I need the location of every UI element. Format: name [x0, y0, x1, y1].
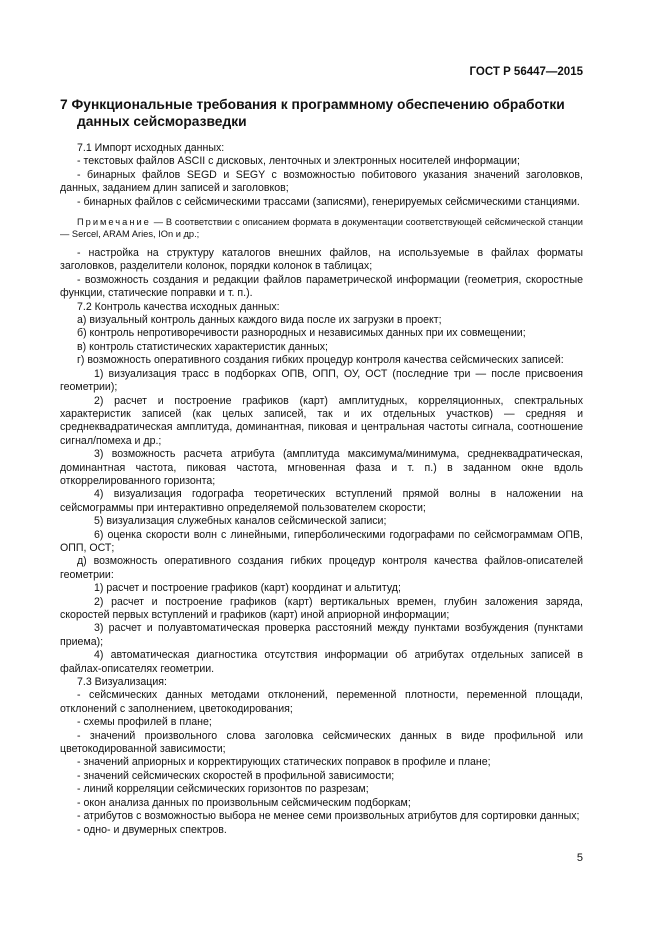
paragraph: б) контроль непротиворечивости разнородных и независимых данных при их совмещении;	[77, 327, 526, 340]
paragraph: - возможность создания и редакции файлов параметрической информации (геометрия, скоростные функции, статические поправки и т. п.).	[60, 273, 583, 300]
paragraph: - атрибутов с возможностью выбора не менее семи произвольных атрибутов для сортировки данных;	[77, 810, 580, 823]
page-number: 5	[576, 852, 583, 864]
paragraph: д) возможность оперативного создания гибких процедур контроля качества файлов-описателей геометрии:	[60, 555, 583, 581]
paragraph: - схемы профилей в плане;	[77, 716, 212, 729]
paragraph: - бинарных файлов с сейсмическими трассами (записями), генерируемых сейсмическими станциями.	[77, 195, 580, 208]
paragraph: а) визуальный контроль данных каждого вида после их загрузки в проект;	[77, 314, 442, 327]
paragraph: 7.3 Визуализация:	[77, 676, 167, 689]
paragraph: - окон анализа данных по произвольным сейсмическим подборкам;	[77, 796, 411, 809]
paragraph: 5) визуализация служебных каналов сейсмической записи;	[94, 515, 387, 528]
document-header-code: ГОСТ Р 56447—2015	[469, 66, 583, 78]
paragraph: 7.1 Импорт исходных данных:	[77, 142, 225, 154]
page-content	[60, 96, 583, 837]
paragraph: 2) расчет и построение графиков (карт) вертикальных времен, глубин заложения заряда, скоростей первых вступлений и графиков (карт) иной априорной информации;	[60, 595, 583, 621]
paragraph: - настройка на структуру каталогов внешних файлов, на используемые в файлах форматы заголовков, разделители колонок, порядки колонок в таблицах;	[60, 247, 583, 273]
paragraph: - значений произвольного слова заголовка сейсмических данных в виде профильной или цветокодированной зависимости;	[60, 729, 583, 756]
paragraph: 3) расчет и полуавтоматическая проверка расстояний между пунктами возбуждения (пунктами приема);	[60, 622, 583, 648]
paragraph: 7.2 Контроль качества исходных данных:	[77, 300, 280, 313]
paragraph: - линий корреляции сейсмических горизонтов по разрезам;	[77, 783, 369, 796]
note-label: Примечание	[77, 217, 151, 228]
paragraph: г) возможность оперативного создания гибких процедур контроля качества сейсмических записей:	[77, 354, 564, 367]
paragraph: 3) возможность расчета атрибута (амплитуда максимума/минимума, среднеквадратическая, доминантная частота, пиковая частота, мгновенная фаза и т. п.) в заданном окне вдоль откоррелированного горизонта;	[60, 448, 583, 487]
paragraph: - значений априорных и корректирующих статических поправок в профиле и плане;	[77, 756, 491, 769]
paragraph-list	[60, 247, 583, 837]
paragraph: 2) расчет и построение графиков (карт) амплитудных, корреляционных, спектральных характеристик записей (как целых записей, так и их отдельных участков) — средняя и среднеквадратическая амплитуда, доминантная, пиковая и центральная частоты сигнала, соотношение сигнал/помеха и др.;	[60, 394, 583, 447]
paragraph: 6) оценка скорости волн с линейными, гиперболическими годографами по сейсмограммам ОПВ, ОПП, ОСТ;	[60, 528, 583, 554]
note-text: — В соответствии с описанием формата в документации соответствующей сейсмической станции — Sercel, ARAM Aries, IOn и др.;	[60, 217, 583, 240]
paragraph: - текстовых файлов ASCII с дисковых, ленточных и электронных носителей информации;	[77, 155, 520, 168]
paragraph: 4) автоматическая диагностика отсутствия информации об атрибутах отдельных записей в файлах-описателях геометрии.	[60, 649, 583, 675]
paragraph: 1) визуализация трасс в подборках ОПВ, ОПП, ОУ, ОСТ (последние три — после присвоения геометрии);	[60, 367, 583, 394]
paragraph: 4) визуализация годографа теоретических вступлений прямой волны в наложении на сейсмограммы при интерактивно определяемой пользователем скорости;	[60, 488, 583, 514]
paragraph: - сейсмических данных методами отклонений, переменной плотности, переменной площади, отклонений с заполнением, цветокодирования;	[60, 689, 583, 715]
paragraph: - одно- и двумерных спектров.	[77, 823, 227, 836]
paragraph: - бинарных файлов SEGD и SEGY с возможностью побитового указания значений заголовков, данных, заданием длин записей и заголовков;	[60, 168, 583, 195]
paragraph: - значений сейсмических скоростей в профильной зависимости;	[77, 769, 395, 782]
paragraph: 1) расчет и построение графиков (карт) координат и альтитуд;	[94, 582, 401, 595]
paragraph: в) контроль статистических характеристик данных;	[77, 340, 328, 353]
note	[60, 216, 583, 240]
section-title: 7 Функциональные требования к программному обеспечению обработки данных сейсморазведки	[60, 97, 565, 129]
